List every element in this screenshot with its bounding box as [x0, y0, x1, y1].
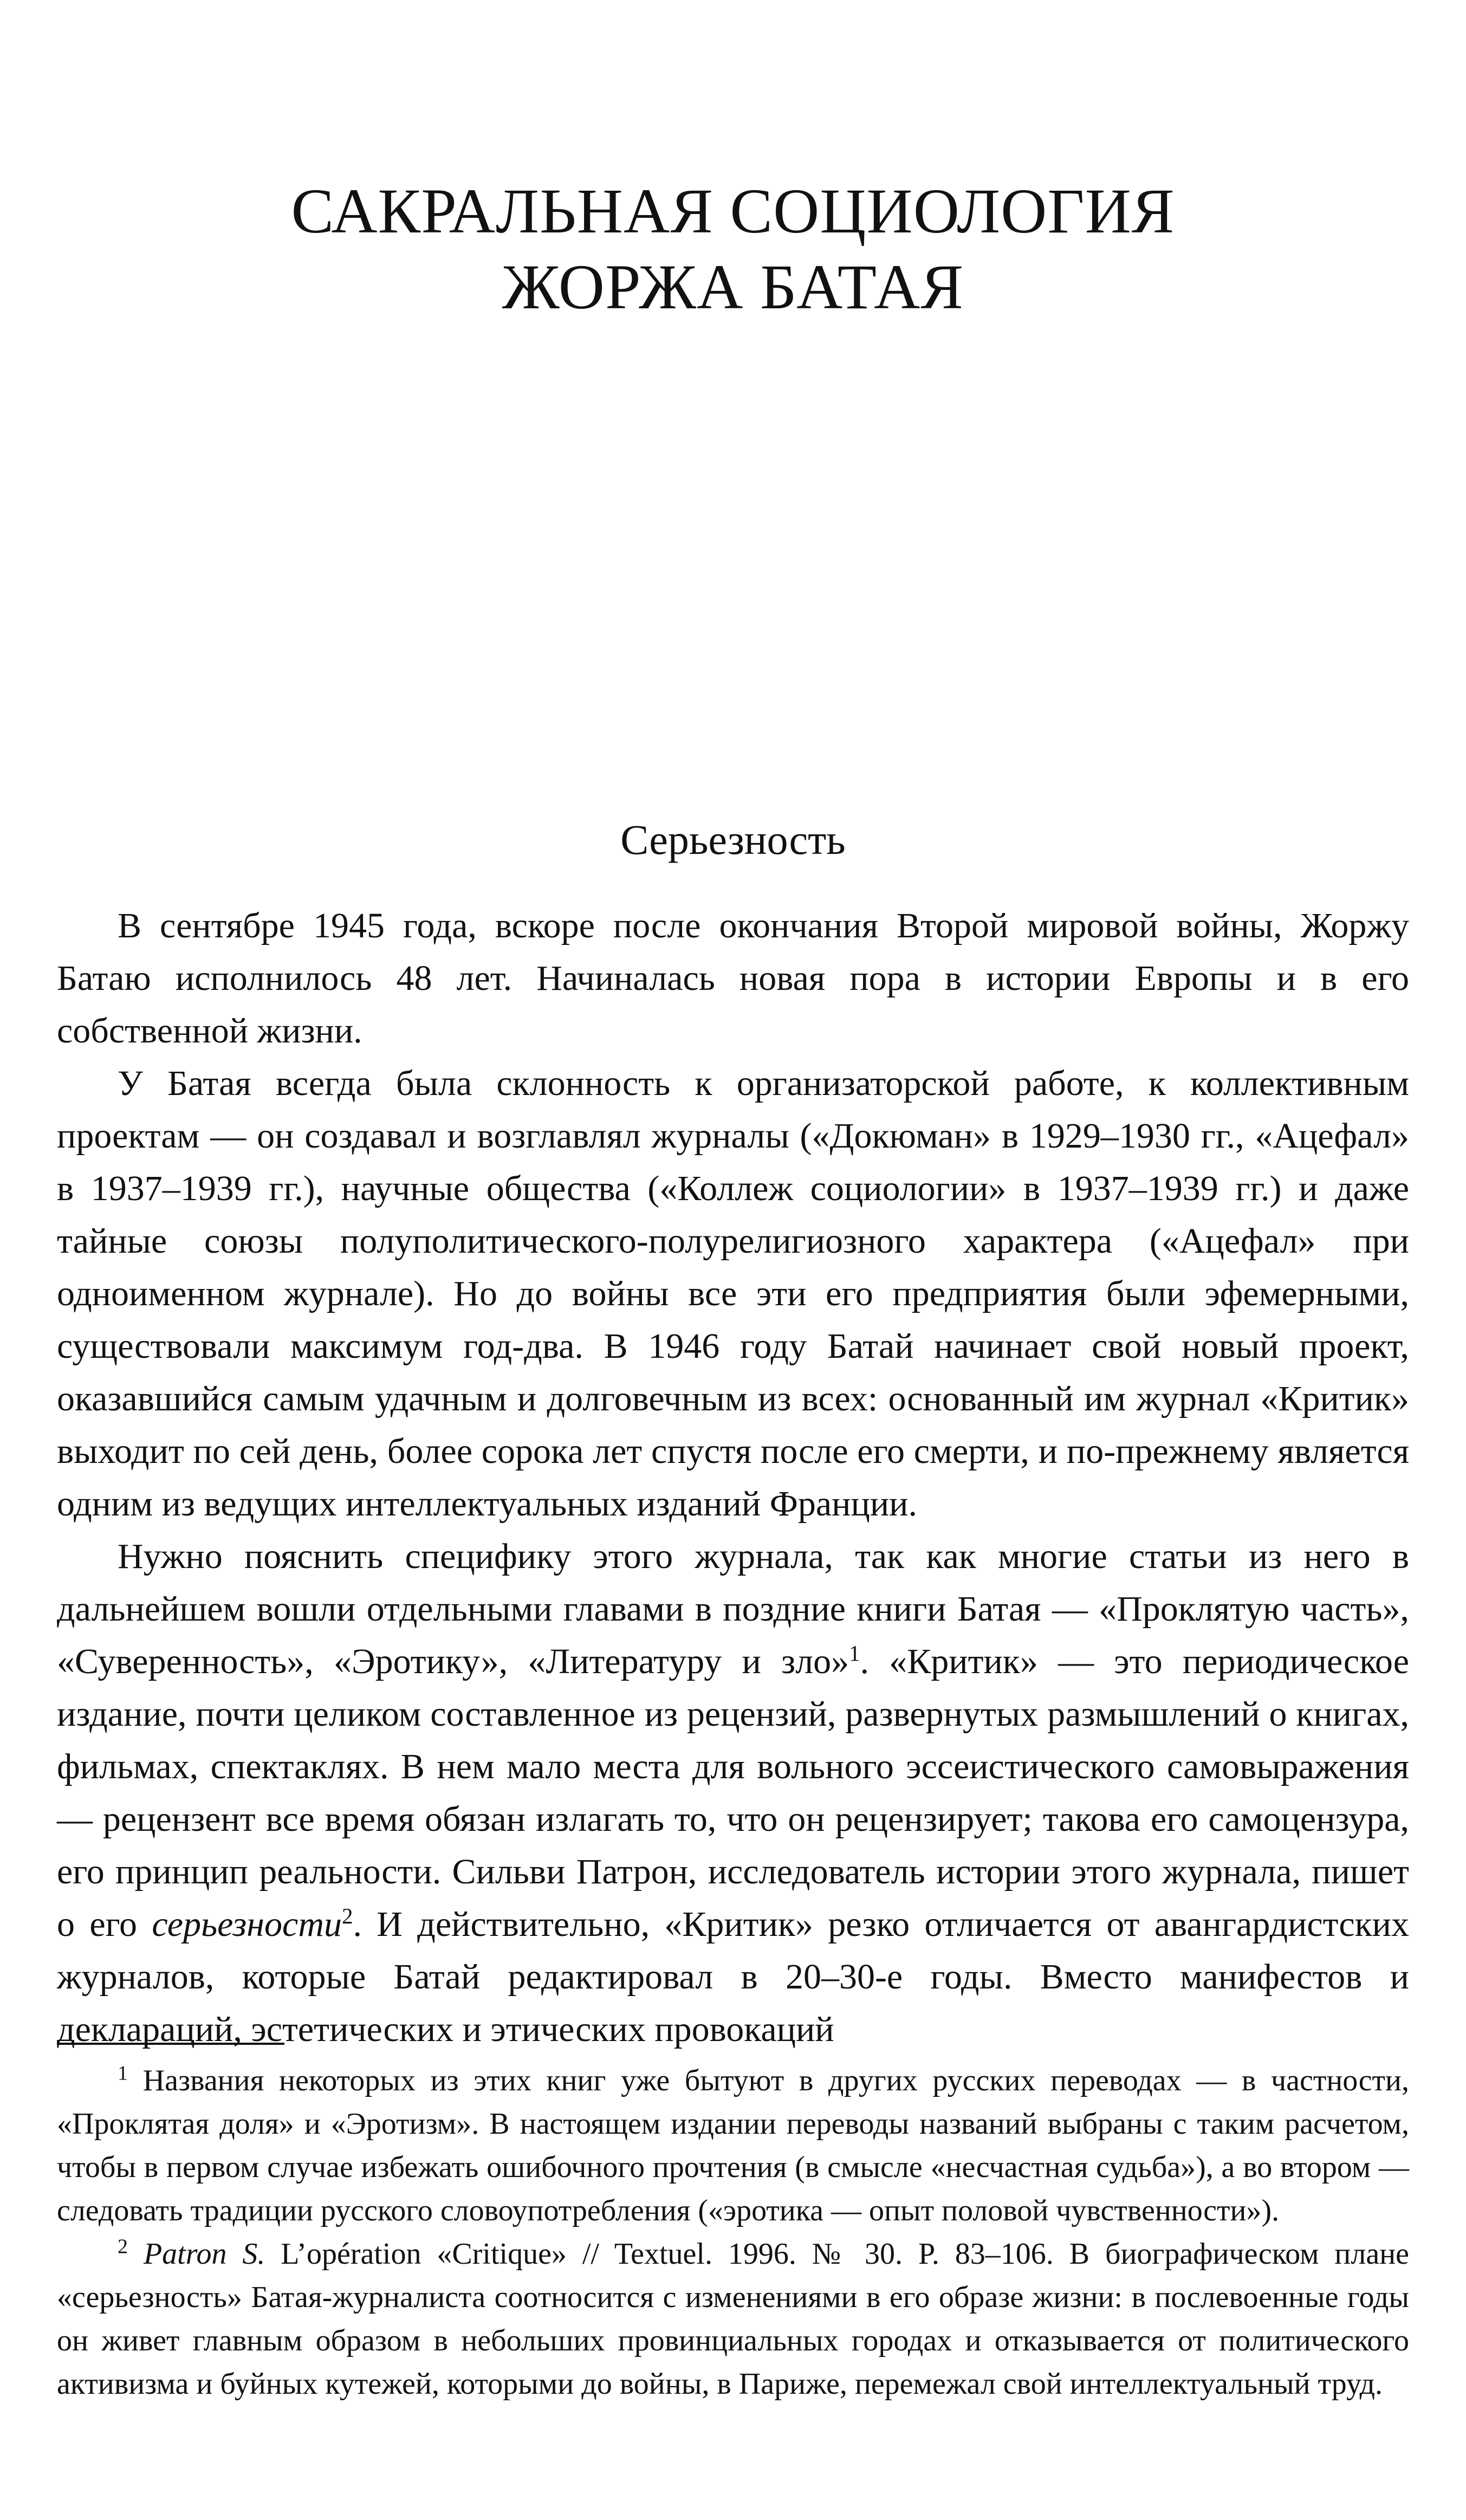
paragraph-1: В сентябре 1945 года, вскоре после окончания Второй мировой войны, Жоржу Батаю исполнилось 48 лет. Начиналась новая пора в истории Европы и в его собственной жизни.	[57, 906, 1409, 1051]
footnote-2-number: 2	[118, 2235, 128, 2258]
paragraph-3	[57, 1530, 1409, 2056]
footnote-1-number: 1	[118, 2062, 128, 2085]
footnote-ref-1: 1	[849, 1641, 860, 1666]
chapter-title-line-2: ЖОРЖА БАТАЯ	[502, 251, 964, 322]
chapter-title	[57, 173, 1409, 325]
emphasized-word: серьезности	[152, 1904, 342, 1944]
section-heading: Серьезность	[620, 816, 846, 863]
footnote-divider	[57, 2043, 284, 2045]
footnote-1-text: Названия некоторых из этих книг уже бытуют в других русских переводах — в частности, «Проклятая доля» и «Эротизм». В настоящем издании переводы названий выбраны с таким расчетом, чтобы в первом случае избежать ошибочного прочтения (в смысле «несчастная судьба»), а во втором — следовать традиции русского словоупотребления («эротика — опыт половой чувственности»).	[57, 2064, 1409, 2227]
paragraph-2: У Батая всегда была склонность к организаторской работе, к коллективным проектам — он создавал и возглавлял журналы («Докюман» в 1929–1930 гг., «Ацефал» в 1937–1939 гг.), научные общества («Коллеж социологии» в 1937–1939 гг.) и даже тайные союзы полуполитического-полурелигиозного характера («Ацефал» при одноименном журнале). Но до войны все эти его предприятия были эфемерными, существовали максимум год-два. В 1946 году Батай начинает свой новый проект, оказавшийся самым удачным и долговечным из всех: основанный им журнал «Критик» выходит по сей день, более сорока лет спустя после его смерти, и по-прежнему является одним из ведущих интеллектуальных изданий Франции.	[57, 1064, 1409, 1524]
body-text	[57, 899, 1409, 2056]
footnote-2	[57, 2232, 1409, 2406]
footnote-2-author: Patron S.	[143, 2237, 265, 2271]
footnote-ref-2: 2	[342, 1904, 353, 1928]
footnote-2-text: L’opération «Critique» // Textuel. 1996. № 30. P. 83–106. В биографическом плане «серьезность» Батая-журналиста соотносится с изменениями в его образе жизни: в послевоенные годы он живет главным образом в небольших провинциальных городах и отказывается от политического активизма и буйных кутежей, которыми до войны, в Париже, перемежал свой интеллектуальный труд.	[57, 2237, 1410, 2401]
book-page	[57, 0, 1409, 2520]
footnote-1	[57, 2059, 1409, 2232]
paragraph-3-part-2: . «Критик» — это периодическое издание, почти целиком составленное из рецензий, развернутых размышлений о книгах, фильмах, спектаклях. В нем мало места для вольного эссеистического самовыражения — рецензент все время обязан излагать то, что он рецензирует; такова его самоцензура, его принцип реальности. Сильви Патрон, исследователь истории этого журнала, пишет о его	[57, 1642, 1410, 1944]
paragraph-3-part-3: . И действительно, «Критик» резко отличается от авангардистских журналов, которые Батай редактировал в 20–30-е годы. Вместо манифестов и деклараций, эстетических и этических провокаций	[57, 1904, 1409, 2049]
paragraph-3-part-1: Нужно пояснить специфику этого журнала, так как многие статьи из него в дальнейшем вошли отдельными главами в поздние книги Батая — «Проклятую часть», «Суверенность», «Эротику», «Литературу и зло»	[57, 1537, 1409, 1681]
footnotes	[57, 2059, 1409, 2406]
chapter-title-line-1: САКРАЛЬНАЯ СОЦИОЛОГИЯ	[291, 176, 1175, 247]
